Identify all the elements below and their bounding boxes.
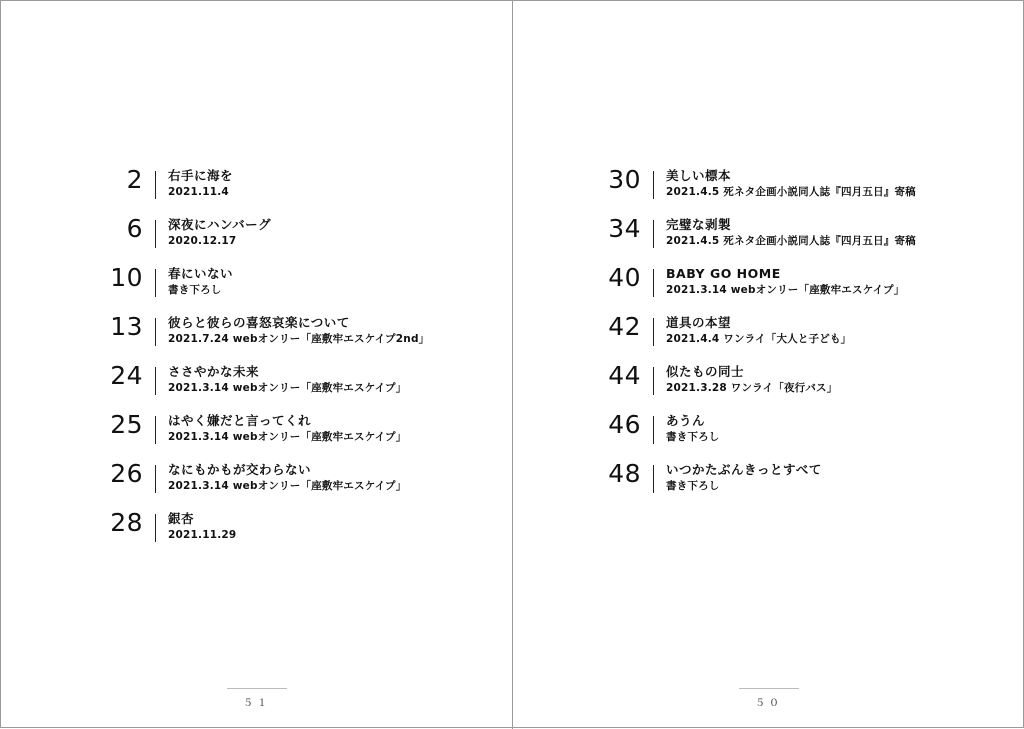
page-number: 24: [110, 361, 143, 390]
divider: [653, 269, 654, 297]
divider: [653, 465, 654, 493]
entry-title: 美しい標本: [666, 168, 732, 183]
entry-text: [666, 168, 916, 199]
divider: [653, 367, 654, 395]
divider: [155, 171, 156, 199]
entry-source: 書き下ろし: [666, 431, 720, 443]
page-number: 13: [110, 312, 143, 341]
divider: [155, 465, 156, 493]
page-number: 2: [126, 165, 143, 194]
entry-title: 似たもの同士: [666, 364, 745, 379]
entry-source: 2021.4.5 死ネタ企画小説同人誌『四月五日』寄稿: [666, 186, 916, 198]
entry-text: [168, 511, 236, 542]
page-number: 26: [110, 459, 143, 488]
entry-text: [666, 315, 851, 346]
page-number: 25: [110, 410, 143, 439]
entry-title: BABY GO HOME: [666, 266, 781, 281]
entry-source: 2021.11.4: [168, 186, 229, 198]
entry-title: 銀杏: [168, 511, 195, 526]
entry-text: [168, 266, 233, 297]
page-number: 6: [126, 214, 143, 243]
entry-text: [666, 462, 822, 493]
folio-rule: [227, 688, 287, 689]
entry-text: [168, 217, 271, 248]
entry-source: 書き下ろし: [666, 480, 720, 492]
entry-title: 道具の本望: [666, 315, 732, 330]
entry-source: 2021.4.4 ワンライ「大人と子ども」: [666, 333, 852, 345]
divider: [155, 220, 156, 248]
divider: [155, 318, 156, 346]
entry-source: 2021.11.29: [168, 529, 237, 541]
entry-source: 2021.3.14 webオンリー「座敷牢エスケイプ」: [168, 480, 407, 492]
page-number: 28: [110, 508, 143, 537]
entry-source: 2020.12.17: [168, 235, 237, 247]
entry-source: 2021.4.5 死ネタ企画小説同人誌『四月五日』寄稿: [666, 235, 916, 247]
divider: [653, 220, 654, 248]
divider: [155, 269, 156, 297]
folio-number: ５０: [755, 698, 783, 709]
entry-title: 完璧な剥製: [666, 217, 732, 232]
entry-text: [666, 364, 837, 395]
entry-source: 2021.7.24 webオンリー「座敷牢エスケイプ2nd」: [168, 333, 430, 345]
entry-text: [168, 315, 429, 346]
page-number: 46: [608, 410, 641, 439]
page-number: 10: [110, 263, 143, 292]
folio-left: [227, 688, 287, 709]
entry-source: 2021.3.14 webオンリー「座敷牢エスケイプ」: [666, 284, 905, 296]
entry-title: 彼らと彼らの喜怒哀楽について: [168, 315, 350, 330]
entry-text: [168, 462, 406, 493]
entry-title: 右手に海を: [168, 168, 234, 183]
page-number: 42: [608, 312, 641, 341]
entry-title: あうん: [666, 413, 706, 428]
entry-title: なにもかもが交わらない: [168, 462, 312, 477]
entry-text: [168, 413, 406, 444]
entry-title: はやく嫌だと言ってくれ: [168, 413, 312, 428]
entry-title: 春にいない: [168, 266, 234, 281]
entry-text: [168, 364, 406, 395]
folio-rule: [739, 688, 799, 689]
divider: [155, 416, 156, 444]
entry-source: 2021.3.14 webオンリー「座敷牢エスケイプ」: [168, 431, 407, 443]
entry-text: [168, 168, 233, 199]
entry-title: いつかたぶんきっとすべて: [666, 462, 822, 477]
divider: [155, 367, 156, 395]
entry-text: [666, 217, 916, 248]
entry-source: 2021.3.28 ワンライ「夜行バス」: [666, 382, 838, 394]
entry-title: 深夜にハンバーグ: [168, 217, 272, 232]
divider: [653, 416, 654, 444]
left-page: [1, 1, 512, 727]
page-number: 40: [608, 263, 641, 292]
entry-source: 書き下ろし: [168, 284, 222, 296]
right-page: [513, 1, 1024, 727]
entry-source: 2021.3.14 webオンリー「座敷牢エスケイプ」: [168, 382, 407, 394]
folio-right: [739, 688, 799, 709]
page-number: 48: [608, 459, 641, 488]
page-number: 30: [608, 165, 641, 194]
divider: [653, 318, 654, 346]
page-number: 34: [608, 214, 641, 243]
divider: [155, 514, 156, 542]
folio-number: ５１: [243, 698, 271, 709]
entry-text: [666, 413, 720, 444]
divider: [653, 171, 654, 199]
entry-text: [666, 266, 904, 297]
entry-title: ささやかな未来: [168, 364, 260, 379]
page-number: 44: [608, 361, 641, 390]
